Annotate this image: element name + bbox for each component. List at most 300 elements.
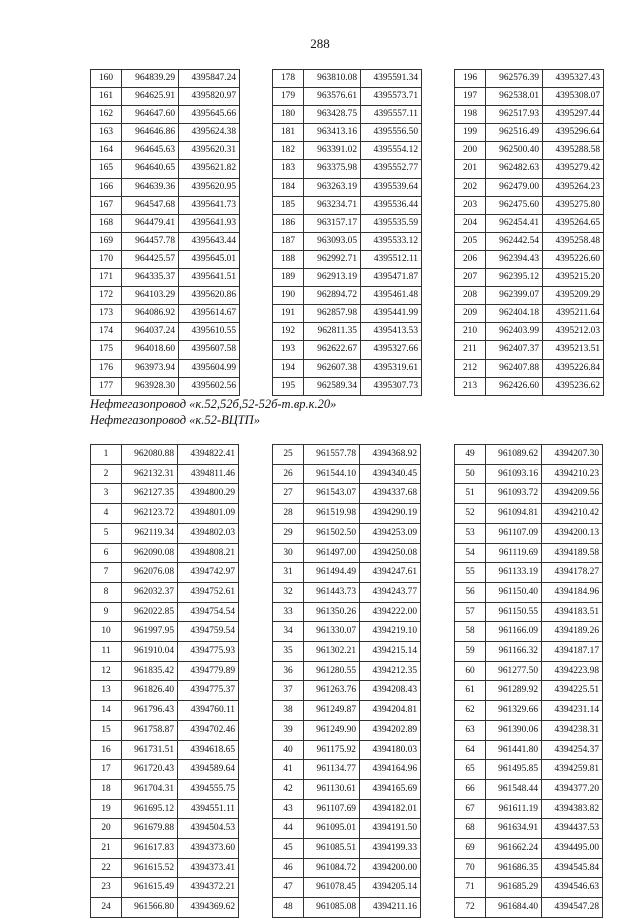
point-number-cell: 62 — [455, 701, 486, 721]
table-row — [273, 720, 421, 740]
x-coordinate-cell: 962479.00 — [486, 178, 543, 196]
y-coordinate-cell: 4394752.61 — [178, 582, 239, 602]
x-coordinate-cell: 964479.41 — [122, 214, 179, 232]
point-number-cell: 6 — [91, 543, 122, 563]
y-coordinate-cell: 4394243.77 — [360, 582, 421, 602]
table-row — [273, 70, 422, 88]
point-number-cell: 170 — [91, 250, 122, 268]
x-coordinate-cell: 963810.08 — [304, 70, 361, 88]
y-coordinate-cell: 4394742.97 — [178, 563, 239, 583]
point-number-cell: 177 — [91, 377, 122, 395]
y-coordinate-cell: 4394822.41 — [178, 445, 239, 465]
point-number-cell: 47 — [273, 878, 304, 898]
table-row — [91, 681, 239, 701]
point-number-cell: 21 — [91, 839, 122, 859]
table-row — [91, 740, 239, 760]
y-coordinate-cell: 4395226.60 — [543, 250, 604, 268]
table-row — [455, 563, 603, 583]
point-number-cell: 72 — [455, 898, 486, 918]
x-coordinate-cell: 961166.09 — [486, 622, 542, 642]
x-coordinate-cell: 961679.88 — [122, 819, 178, 839]
x-coordinate-cell: 961997.95 — [122, 622, 178, 642]
point-number-cell: 32 — [273, 582, 304, 602]
y-coordinate-cell: 4395258.48 — [543, 232, 604, 250]
point-number-cell: 195 — [273, 377, 304, 395]
x-coordinate-cell: 962403.99 — [486, 323, 543, 341]
table-row — [91, 88, 240, 106]
table-row — [455, 760, 603, 780]
x-coordinate-cell: 962404.18 — [486, 305, 543, 323]
table-row — [91, 858, 239, 878]
table-row — [273, 504, 421, 524]
x-coordinate-cell: 961329.66 — [486, 701, 542, 721]
table-row — [91, 287, 240, 305]
y-coordinate-cell: 4395236.62 — [543, 377, 604, 395]
point-number-cell: 67 — [455, 799, 486, 819]
y-coordinate-cell: 4395461.48 — [361, 287, 422, 305]
y-coordinate-cell: 4394211.16 — [360, 898, 421, 918]
x-coordinate-cell: 961093.16 — [486, 464, 542, 484]
point-number-cell: 198 — [455, 106, 486, 124]
table-row — [455, 701, 603, 721]
y-coordinate-cell: 4394545.84 — [542, 858, 603, 878]
table-row — [273, 839, 421, 859]
point-number-cell: 66 — [455, 779, 486, 799]
x-coordinate-cell: 961543.07 — [304, 484, 360, 504]
table-row — [91, 819, 239, 839]
y-coordinate-cell: 4394760.11 — [178, 701, 239, 721]
table-row — [91, 622, 239, 642]
table-row — [455, 779, 603, 799]
table-row — [91, 839, 239, 859]
table-row — [91, 196, 240, 214]
point-number-cell: 39 — [273, 720, 304, 740]
x-coordinate-cell: 964645.63 — [122, 142, 179, 160]
point-number-cell: 7 — [91, 563, 122, 583]
y-coordinate-cell: 4395607.58 — [179, 341, 240, 359]
table-row — [91, 359, 240, 377]
x-coordinate-cell: 961175.92 — [304, 740, 360, 760]
y-coordinate-cell: 4394208.43 — [360, 681, 421, 701]
table-row — [91, 504, 239, 524]
point-number-cell: 42 — [273, 779, 304, 799]
y-coordinate-cell: 4394222.00 — [360, 602, 421, 622]
table-row — [455, 661, 603, 681]
table-row — [273, 359, 422, 377]
x-coordinate-cell: 963973.94 — [122, 359, 179, 377]
point-number-cell: 204 — [455, 214, 486, 232]
y-coordinate-cell: 4394754.54 — [178, 602, 239, 622]
y-coordinate-cell: 4394369.62 — [178, 898, 239, 918]
point-number-cell: 29 — [273, 523, 304, 543]
table-row — [91, 70, 240, 88]
y-coordinate-cell: 4394247.61 — [360, 563, 421, 583]
y-coordinate-cell: 4395820.97 — [179, 88, 240, 106]
x-coordinate-cell: 961566.80 — [122, 898, 178, 918]
x-coordinate-cell: 964037.24 — [122, 323, 179, 341]
y-coordinate-cell: 4395327.43 — [543, 70, 604, 88]
table-row — [273, 701, 421, 721]
point-number-cell: 26 — [273, 464, 304, 484]
point-number-cell: 3 — [91, 484, 122, 504]
x-coordinate-cell: 961686.35 — [486, 858, 542, 878]
table-row — [455, 839, 603, 859]
x-coordinate-cell: 961441.80 — [486, 740, 542, 760]
x-coordinate-cell: 962454.41 — [486, 214, 543, 232]
x-coordinate-cell: 962538.01 — [486, 88, 543, 106]
x-coordinate-cell: 962516.49 — [486, 124, 543, 142]
x-coordinate-cell: 961119.69 — [486, 543, 542, 563]
y-coordinate-cell: 4395620.86 — [179, 287, 240, 305]
point-number-cell: 49 — [455, 445, 486, 465]
y-coordinate-cell: 4394383.82 — [542, 799, 603, 819]
y-coordinate-cell: 4394210.23 — [542, 464, 603, 484]
table-row — [273, 323, 422, 341]
x-coordinate-cell: 962482.63 — [486, 160, 543, 178]
x-coordinate-cell: 961796.43 — [122, 701, 178, 721]
y-coordinate-cell: 4395297.44 — [543, 106, 604, 124]
y-coordinate-cell: 4394200.13 — [542, 523, 603, 543]
y-coordinate-cell: 4395413.53 — [361, 323, 422, 341]
point-number-cell: 13 — [91, 681, 122, 701]
point-number-cell: 210 — [455, 323, 486, 341]
x-coordinate-cell: 964103.29 — [122, 287, 179, 305]
table-row — [455, 720, 603, 740]
point-number-cell: 22 — [91, 858, 122, 878]
x-coordinate-cell: 962022.85 — [122, 602, 178, 622]
y-coordinate-cell: 4394191.50 — [360, 819, 421, 839]
point-number-cell: 52 — [455, 504, 486, 524]
y-coordinate-cell: 4395307.73 — [361, 377, 422, 395]
x-coordinate-cell: 961330.07 — [304, 622, 360, 642]
point-number-cell: 173 — [91, 305, 122, 323]
table-row — [91, 341, 240, 359]
table-row — [273, 214, 422, 232]
y-coordinate-cell: 4395552.77 — [361, 160, 422, 178]
point-number-cell: 184 — [273, 178, 304, 196]
y-coordinate-cell: 4395209.29 — [543, 287, 604, 305]
table-row — [91, 523, 239, 543]
x-coordinate-cell: 961704.31 — [122, 779, 178, 799]
y-coordinate-cell: 4395539.64 — [361, 178, 422, 196]
y-coordinate-cell: 4394225.51 — [542, 681, 603, 701]
table-row — [91, 250, 240, 268]
point-number-cell: 19 — [91, 799, 122, 819]
table-row — [273, 602, 421, 622]
y-coordinate-cell: 4394801.09 — [178, 504, 239, 524]
y-coordinate-cell: 4394589.64 — [178, 760, 239, 780]
table-row — [91, 214, 240, 232]
x-coordinate-cell: 962399.07 — [486, 287, 543, 305]
y-coordinate-cell: 4395557.11 — [361, 106, 422, 124]
table-row — [91, 106, 240, 124]
x-coordinate-cell: 961695.12 — [122, 799, 178, 819]
point-number-cell: 186 — [273, 214, 304, 232]
point-number-cell: 56 — [455, 582, 486, 602]
y-coordinate-cell: 4394259.81 — [542, 760, 603, 780]
table-row — [91, 898, 239, 918]
x-coordinate-cell: 962032.37 — [122, 582, 178, 602]
table-row — [455, 582, 603, 602]
point-number-cell: 197 — [455, 88, 486, 106]
point-number-cell: 209 — [455, 305, 486, 323]
table-row — [455, 341, 604, 359]
y-coordinate-cell: 4395279.42 — [543, 160, 604, 178]
point-number-cell: 5 — [91, 523, 122, 543]
x-coordinate-cell: 961548.44 — [486, 779, 542, 799]
table-row — [273, 582, 421, 602]
y-coordinate-cell: 4394800.29 — [178, 484, 239, 504]
table-row — [455, 196, 604, 214]
x-coordinate-cell: 964646.86 — [122, 124, 179, 142]
point-number-cell: 68 — [455, 819, 486, 839]
table-row — [91, 305, 240, 323]
table-row — [273, 523, 421, 543]
y-coordinate-cell: 4394178.27 — [542, 563, 603, 583]
y-coordinate-cell: 4394207.30 — [542, 445, 603, 465]
y-coordinate-cell: 4394180.03 — [360, 740, 421, 760]
x-coordinate-cell: 962407.88 — [486, 359, 543, 377]
table-row — [273, 287, 422, 305]
x-coordinate-cell: 961302.21 — [304, 642, 360, 662]
x-coordinate-cell: 963413.16 — [304, 124, 361, 142]
point-number-cell: 180 — [273, 106, 304, 124]
point-number-cell: 189 — [273, 269, 304, 287]
x-coordinate-cell: 961497.00 — [304, 543, 360, 563]
table-row — [455, 214, 604, 232]
x-coordinate-cell: 961249.90 — [304, 720, 360, 740]
x-coordinate-cell: 961084.72 — [304, 858, 360, 878]
x-coordinate-cell: 963928.30 — [122, 377, 179, 395]
x-coordinate-cell: 964086.92 — [122, 305, 179, 323]
table-row — [455, 878, 603, 898]
table-row — [273, 341, 422, 359]
y-coordinate-cell: 4395226.84 — [543, 359, 604, 377]
point-number-cell: 193 — [273, 341, 304, 359]
x-coordinate-cell: 962080.88 — [122, 445, 178, 465]
x-coordinate-cell: 961758.87 — [122, 720, 178, 740]
table-row — [455, 323, 604, 341]
table-row — [455, 819, 603, 839]
point-number-cell: 207 — [455, 269, 486, 287]
table-row — [91, 878, 239, 898]
x-coordinate-cell: 961494.49 — [304, 563, 360, 583]
y-coordinate-cell: 4394189.58 — [542, 543, 603, 563]
y-coordinate-cell: 4394555.75 — [178, 779, 239, 799]
y-coordinate-cell: 4394618.65 — [178, 740, 239, 760]
point-number-cell: 181 — [273, 124, 304, 142]
x-coordinate-cell: 963428.75 — [304, 106, 361, 124]
y-coordinate-cell: 4394547.28 — [542, 898, 603, 918]
x-coordinate-cell: 964839.29 — [122, 70, 179, 88]
y-coordinate-cell: 4395213.51 — [543, 341, 604, 359]
table-row — [455, 799, 603, 819]
y-coordinate-cell: 4395610.55 — [179, 323, 240, 341]
point-number-cell: 190 — [273, 287, 304, 305]
y-coordinate-cell: 4394189.26 — [542, 622, 603, 642]
x-coordinate-cell: 962857.98 — [304, 305, 361, 323]
table-row — [455, 359, 604, 377]
table-row — [455, 504, 603, 524]
x-coordinate-cell: 961557.78 — [304, 445, 360, 465]
table-row — [455, 305, 604, 323]
table-row — [273, 484, 421, 504]
point-number-cell: 211 — [455, 341, 486, 359]
point-number-cell: 71 — [455, 878, 486, 898]
y-coordinate-cell: 4394802.03 — [178, 523, 239, 543]
point-number-cell: 182 — [273, 142, 304, 160]
coordinates-table — [454, 444, 603, 918]
point-number-cell: 8 — [91, 582, 122, 602]
coordinates-table — [454, 69, 604, 396]
x-coordinate-cell: 961130.61 — [304, 779, 360, 799]
x-coordinate-cell: 961093.72 — [486, 484, 542, 504]
x-coordinate-cell: 962811.35 — [304, 323, 361, 341]
x-coordinate-cell: 961662.24 — [486, 839, 542, 859]
x-coordinate-cell: 964335.37 — [122, 269, 179, 287]
table-row — [91, 445, 239, 465]
table-row — [273, 779, 421, 799]
point-number-cell: 60 — [455, 661, 486, 681]
x-coordinate-cell: 961731.51 — [122, 740, 178, 760]
y-coordinate-cell: 4395264.23 — [543, 178, 604, 196]
x-coordinate-cell: 962589.34 — [304, 377, 361, 395]
table-row — [91, 661, 239, 681]
point-number-cell: 163 — [91, 124, 122, 142]
x-coordinate-cell: 964547.68 — [122, 196, 179, 214]
table-row — [91, 178, 240, 196]
point-number-cell: 194 — [273, 359, 304, 377]
point-number-cell: 188 — [273, 250, 304, 268]
point-number-cell: 15 — [91, 720, 122, 740]
table-row — [91, 269, 240, 287]
table-row — [91, 377, 240, 395]
y-coordinate-cell: 4395847.24 — [179, 70, 240, 88]
x-coordinate-cell: 962119.34 — [122, 523, 178, 543]
point-number-cell: 58 — [455, 622, 486, 642]
x-coordinate-cell: 961443.73 — [304, 582, 360, 602]
table-row — [273, 106, 422, 124]
point-number-cell: 61 — [455, 681, 486, 701]
y-coordinate-cell: 4395215.20 — [543, 269, 604, 287]
point-number-cell: 160 — [91, 70, 122, 88]
point-number-cell: 30 — [273, 543, 304, 563]
point-number-cell: 35 — [273, 642, 304, 662]
y-coordinate-cell: 4394215.14 — [360, 642, 421, 662]
x-coordinate-cell: 961615.52 — [122, 858, 178, 878]
point-number-cell: 196 — [455, 70, 486, 88]
x-coordinate-cell: 962500.40 — [486, 142, 543, 160]
y-coordinate-cell: 4395641.93 — [179, 214, 240, 232]
x-coordinate-cell: 961277.50 — [486, 661, 542, 681]
table-row — [91, 760, 239, 780]
x-coordinate-cell: 962127.35 — [122, 484, 178, 504]
x-coordinate-cell: 962394.43 — [486, 250, 543, 268]
table-row — [455, 88, 604, 106]
point-number-cell: 27 — [273, 484, 304, 504]
point-number-cell: 23 — [91, 878, 122, 898]
x-coordinate-cell: 961166.32 — [486, 642, 542, 662]
table-row — [273, 178, 422, 196]
y-coordinate-cell: 4394504.53 — [178, 819, 239, 839]
x-coordinate-cell: 961685.29 — [486, 878, 542, 898]
point-number-cell: 176 — [91, 359, 122, 377]
x-coordinate-cell: 964639.36 — [122, 178, 179, 196]
y-coordinate-cell: 4395620.95 — [179, 178, 240, 196]
y-coordinate-cell: 4394219.10 — [360, 622, 421, 642]
point-number-cell: 44 — [273, 819, 304, 839]
x-coordinate-cell: 963375.98 — [304, 160, 361, 178]
y-coordinate-cell: 4394182.01 — [360, 799, 421, 819]
point-number-cell: 168 — [91, 214, 122, 232]
point-number-cell: 206 — [455, 250, 486, 268]
table-row — [273, 622, 421, 642]
table-row — [455, 602, 603, 622]
table-row — [455, 445, 603, 465]
x-coordinate-cell: 961150.40 — [486, 582, 542, 602]
table-row — [273, 196, 422, 214]
x-coordinate-cell: 961495.85 — [486, 760, 542, 780]
point-number-cell: 174 — [91, 323, 122, 341]
table-row — [455, 622, 603, 642]
y-coordinate-cell: 4394202.89 — [360, 720, 421, 740]
point-number-cell: 40 — [273, 740, 304, 760]
x-coordinate-cell: 961634.91 — [486, 819, 542, 839]
point-number-cell: 54 — [455, 543, 486, 563]
x-coordinate-cell: 961280.55 — [304, 661, 360, 681]
point-number-cell: 17 — [91, 760, 122, 780]
x-coordinate-cell: 963234.71 — [304, 196, 361, 214]
y-coordinate-cell: 4395319.61 — [361, 359, 422, 377]
y-coordinate-cell: 4395641.51 — [179, 269, 240, 287]
point-number-cell: 203 — [455, 196, 486, 214]
table-row — [455, 250, 604, 268]
table-row — [455, 142, 604, 160]
y-coordinate-cell: 4394811.46 — [178, 464, 239, 484]
point-number-cell: 9 — [91, 602, 122, 622]
point-number-cell: 10 — [91, 622, 122, 642]
page-number: 288 — [310, 36, 330, 51]
table-row — [91, 543, 239, 563]
table-row — [273, 377, 422, 395]
x-coordinate-cell: 961085.51 — [304, 839, 360, 859]
table-row — [91, 701, 239, 721]
y-coordinate-cell: 4394372.21 — [178, 878, 239, 898]
table-row — [273, 760, 421, 780]
y-coordinate-cell: 4394368.92 — [360, 445, 421, 465]
x-coordinate-cell: 964647.60 — [122, 106, 179, 124]
table-row — [273, 642, 421, 662]
point-number-cell: 24 — [91, 898, 122, 918]
point-number-cell: 201 — [455, 160, 486, 178]
point-number-cell: 205 — [455, 232, 486, 250]
x-coordinate-cell: 963391.02 — [304, 142, 361, 160]
point-number-cell: 36 — [273, 661, 304, 681]
table-row — [455, 523, 603, 543]
y-coordinate-cell: 4394164.96 — [360, 760, 421, 780]
table-row — [91, 602, 239, 622]
y-coordinate-cell: 4394775.93 — [178, 642, 239, 662]
table-row — [273, 878, 421, 898]
y-coordinate-cell: 4394205.14 — [360, 878, 421, 898]
point-number-cell: 171 — [91, 269, 122, 287]
table-row — [455, 898, 603, 918]
table-row — [455, 464, 603, 484]
x-coordinate-cell: 963157.17 — [304, 214, 361, 232]
x-coordinate-cell: 961502.50 — [304, 523, 360, 543]
x-coordinate-cell: 961615.49 — [122, 878, 178, 898]
x-coordinate-cell: 961544.10 — [304, 464, 360, 484]
